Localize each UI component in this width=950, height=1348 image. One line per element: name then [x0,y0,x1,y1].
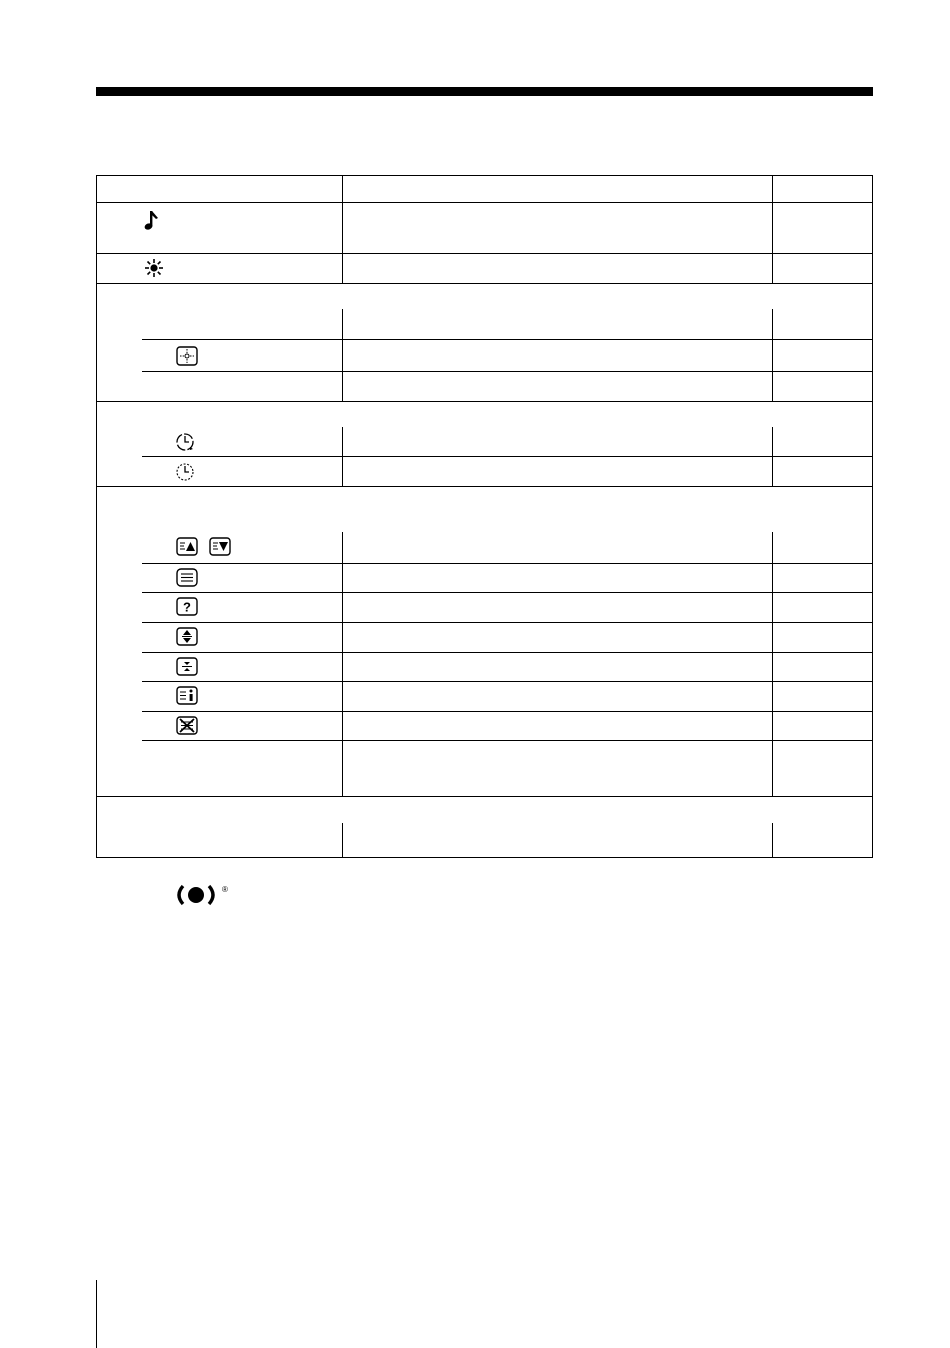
column-divider [772,254,773,283]
column-divider [342,532,343,796]
nicam-logo-icon [174,884,230,906]
row-divider [142,681,872,682]
reveal-icon [175,597,197,615]
row-divider [97,253,872,254]
row-divider [97,283,872,284]
column-divider [342,823,343,857]
header-bar [96,87,873,96]
row-divider [97,401,872,402]
column-divider [342,203,343,253]
registered-mark: ® [222,885,228,894]
column-divider [342,176,343,202]
row-divider [142,622,872,623]
column-divider [772,309,773,401]
row-divider [142,652,872,653]
teletext-icon [175,568,197,586]
column-divider [772,823,773,857]
timer-off-icon [175,462,197,480]
teletext-page-up-icon [175,537,201,555]
column-divider [772,176,773,202]
index-icon [175,686,197,704]
enlarge-icon [175,627,197,645]
column-divider [342,309,343,401]
brightness-icon [143,258,165,276]
row-divider [142,592,872,593]
row-divider [142,740,872,741]
timer-on-icon [175,432,197,450]
row-divider [97,796,872,797]
feature-table [96,175,873,858]
row-divider [142,563,872,564]
cancel-icon [175,716,197,734]
hold-icon [175,657,197,675]
column-divider [772,532,773,796]
column-divider [342,254,343,283]
picture-position-icon [175,346,197,364]
row-divider [142,456,872,457]
svg-text:?: ? [183,599,191,615]
row-divider [142,711,872,712]
left-margin-rule [96,1280,97,1348]
column-divider [772,203,773,253]
row-divider [97,202,872,203]
row-divider [142,371,872,372]
teletext-page-down-icon [208,537,234,555]
row-divider [97,486,872,487]
music-note-icon [142,210,164,228]
row-divider [142,339,872,340]
